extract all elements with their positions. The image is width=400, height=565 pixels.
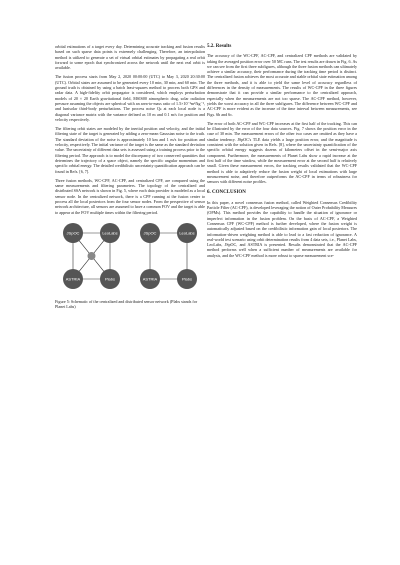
node-label: ASTRIA [65,276,81,282]
paragraph: The error of both AC-CPF and WC-CPF increases at the first half of the tracking. This can be illustrated by the error of the four data sources. Fig. 7 shows the position error in the case of 30 min. The measurement errors of the other two cases are omitted as they have a similar tendency. JSpOC's TLE data yields a large position error, and the magnitude is consistent with the solution given in Refs. [8], where the uncertainty quantification of the specific orbital energy suggests dozens of kilometers offset in the semi-major axis component. Furthermore, the measurements of Planet Labs show a rapid increase at the first half of the time window, while the measurement error at the second half is relatively small. Given these measurement errors, the tracking results validated that the WC-CPF method is able to adaptively reduce the fusion weight of local estimations with large measurement noise, and therefore outperforms the AC-CPF in terms of robustness for sensors with different noise profiles. [207,120,357,185]
node-label: ASTRIA [142,276,158,282]
distributed-network [140,223,197,289]
left-column [55,44,205,314]
node-label: Plabs [104,276,116,282]
node-label: Plabs [181,276,193,282]
figure-caption: Figure 5: Schematic of the centralized and distributed sensor network (Plabs stands for Planet Labs) [55,298,198,310]
paragraph: The fusion process starts from May 2, 2020 00:00:00 (UTC) to May 3, 2020 20:30:00 (UTC). Orbital states are assumed to be generated every 10 min, 30 min, and 60 min. The ground truth is obtained by using a batch least-squares method to process both GPS and radar data. A high-fidelity orbit propagator is considered, which employs perturbation models of 20 × 20 Earth gravitational field, MSIS00 atmospheric drag, solar radiation pressure assuming the objects are spherical with an area-to-mass ratio of 1.5×10⁻³m²/kg⁻¹, and lunisolar third-body perturbations. The process noise Qₖ at each local node is a diagonal variance matrix with the variance defined as 10 m and 0.1 m/s for position and velocity respectively. [55,74,205,122]
figure-5 [55,219,205,295]
centralized-network [63,223,120,289]
section-heading-results: 5.2. Results [207,44,232,49]
paragraph: Three fusion methods, WC-CPF, AC-CPF, and centralized CPF, are compared using the same measurements and filtering parameters. The topology of the centralized and distributed SSA network is shown in Fig. 5, where each data provider is modeled as a local sensor node. In the centralized network, there is a CPF running at the fusion center to process all the local posteriors from the four sensor nodes. From the perspective of sensor network architecture, all sensors are assumed to have a common FOV and the target is able to appear at the FOV multiple times within the filtering period. [55,177,205,215]
node-label: LeoLabs [102,230,118,236]
fusion-center-node [88,252,96,260]
paragraph: orbital estimations of a target every day. Determining accurate tracking and fusion results based on such sparse data points is extremely challenging. Therefore, an interpolation method is utilized to generate a set of virtual orbital estimates by propagating a real orbit forward to some epoch that synchronized across the network until the next real orbit is available. [55,44,205,71]
section-heading-conclusion: 6. CONCLUSION [207,190,246,196]
node-label: JSpOC [143,230,157,236]
paragraph: The accuracy of the WC-CPF, AC-CPF, and centralized CPF methods are validated by taking the averaged position error over 50 MC runs. The test results are drawn in Fig. 6. As we can see from the first three subfigures, although the three fusion methods can ultimately achieve a similar accuracy, their performance during the tracking time period is distinct. The centralized fusion achieves the most accurate and stable orbital state estimation among the three methods, and it is able to yield the same level of accuracy regardless of differences in the density of measurements. The results of WC-CPF in the three figures demonstrate that it can provide a similar performance to the centralized approach, especially when the measurements are not too sparse. The AC-CPF method, however, yields the worst accuracy in all the three subfigures. The difference between WC-CPF and AC-CPF is more evident as the increase of the time interval between measurements, see Figs. 6b and 6c. [207,53,357,117]
node-label: JSpOC [66,230,80,236]
paragraph: The filtering orbit states are modeled by the inertial position and velocity, and the initial filtering state of the target is generated by adding a zero-mean Gaussian noise to the truth. The standard deviation of the noise is approximately 10 km and 1 m/s for position and velocity, respectively. The initial variance of the target is the same as the standard deviation value. The uncertainty of different data sets is assessed using a training process prior to the filtering period. The approach is to model the discrepancy of two conserved quantities that determines the trajectory of a space object, namely the specific angular momentum and specific orbital energy. The detailed credibilistic uncertainty quantification approach can be found in Refs. [6, 7]. [55,126,205,174]
paragraph: In this paper, a novel consensus fusion method, called Weighted Consensus Credibility Particle Filter (AC-CPF), is developed leveraging the notion of Outer Probability Measures (OPMs). This method provides the capability to handle the situation of ignorance or imperfect information in the fusion problem. On the basis of AC-CPF, a Weighted Consensus CPF (WC-CPF) method is further developed, where the fusion weight is automatically adjusted based on the credibilistic information gain of local posteriors. The information-driven weighting method is able to lead to a fast reduction of ignorance. A real-world test scenario using orbit determination results from 4 data sets, i.e., Planet Labs, LeoLabs, JSpOC, and ASTRIA is presented. Results demonstrated that the AC-CPF method performs well when a sufficient number of measurements are available for analysis, and the WC-CPF method is more robust to sparse measurement sce- [207,199,357,258]
right-column [207,44,357,262]
network-diagram [55,219,205,295]
node-label: LeoLabs [179,230,195,236]
